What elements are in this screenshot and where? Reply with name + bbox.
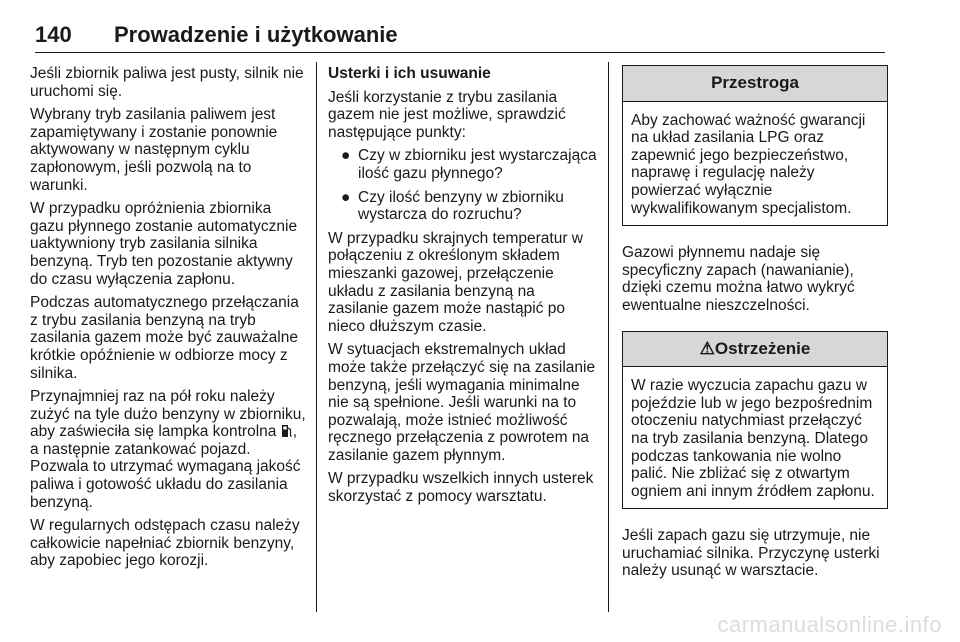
- list-item: [328, 189, 598, 224]
- paragraph: Gazowi płynnemu nadaje się specyficzny zapach (nawanianie), dzięki czemu można łatwo wykryć ewentualne nieszczelności.: [622, 244, 855, 314]
- section-heading: Usterki i ich usuwanie: [328, 65, 491, 82]
- paragraph: W przypadku skrajnych temperatur w połączeniu z określonym składem mieszanki gazowej, przełączenie układu z zasilania benzyną na zasilanie gazem może nastąpić po nieco dłuższym czasie.: [328, 229, 583, 335]
- paragraph-text: Przynajmniej raz na pół roku należy zużyć na tyle dużo benzyny w zbiorniku, aby zaświeciła się lampka kontrolna: [30, 388, 306, 441]
- warning-header: [623, 332, 887, 368]
- caution-box: [622, 65, 888, 226]
- list-item-text: Czy ilość benzyny w zbiorniku wystarcza do rozruchu?: [358, 188, 564, 224]
- column-divider: [608, 62, 609, 612]
- paragraph: W regularnych odstępach czasu należy całkowicie napełniać zbiornik benzyny, aby zapobiec jego korozji.: [30, 517, 300, 570]
- caution-text: Aby zachować ważność gwarancji na układ zasilania LPG oraz zapewnić jego bezpieczeństwo, naprawę i regulację należy powierzać wyłącznie wykwalifikowanym specjalistom.: [631, 111, 866, 217]
- column-middle: [328, 65, 598, 512]
- watermark: carmanualsonline.info: [717, 612, 942, 637]
- warning-text: W razie wyczucia zapachu gazu w pojeździe lub w jego bezpośrednim otoczeniu natychmiast przełączyć na tryb zasilania benzyną. Dlatego podczas tankowania nie wolno palić. Nie zbliżać się z otwartym ogniem ani innym źródłem zapłonu.: [631, 377, 875, 500]
- column-right: [622, 65, 888, 586]
- paragraph: Jeśli korzystanie z trybu zasilania gazem nie jest możliwe, sprawdzić następujące punkty:: [328, 88, 566, 141]
- paragraph: [30, 388, 308, 511]
- column-left: [30, 65, 308, 576]
- page-title: Prowadzenie i użytkowanie: [114, 22, 398, 47]
- warning-title: Ostrzeżenie: [714, 338, 811, 358]
- paragraph-text: , a następnie zatankować pojazd. Pozwala to utrzymać wymaganą jakość paliwa i gotowość układu do zasilania benzyną.: [30, 423, 301, 511]
- paragraph: W przypadku opróżnienia zbiornika gazu płynnego zostanie automatycznie uaktywniony tryb zasilania silnika benzyną. Tryb ten pozostanie aktywny do czasu wyłączenia zapłonu.: [30, 200, 298, 288]
- list-item-text: Czy w zbiorniku jest wystarczająca ilość gazu płynnego?: [358, 147, 597, 182]
- caution-title: Przestroga: [623, 66, 887, 102]
- paragraph: Wybrany tryb zasilania paliwem jest zapamiętywany i zostanie ponownie aktywowany w następnym cyklu zapłonowym, jeśli pozwolą na to warunki.: [30, 106, 278, 194]
- checklist: [328, 147, 598, 223]
- column-divider: [316, 62, 317, 612]
- paragraph: W sytuacjach ekstremalnych układ może także przełączyć się na zasilanie benzyną, jeśli wymagania minimalne nie są spełnione. Jeśli warunki na to pozwalają, może istnieć możliwość ręcznego przełączenia z powrotem na zasilanie gazem płynnym.: [328, 341, 596, 464]
- page-header: [35, 22, 885, 53]
- fuel-pump-icon: [281, 424, 293, 438]
- paragraph: Jeśli zapach gazu się utrzymuje, nie uruchamiać silnika. Przyczynę usterki należy usunąć w warsztacie.: [622, 527, 880, 580]
- paragraph: Jeśli zbiornik paliwa jest pusty, silnik nie uruchomi się.: [30, 65, 304, 100]
- list-item: [328, 147, 598, 182]
- bullet: ●: [341, 147, 351, 165]
- warning-box: [622, 331, 888, 510]
- paragraph: W przypadku wszelkich innych usterek skorzystać z pomocy warsztatu.: [328, 470, 594, 506]
- page-number: 140: [35, 22, 72, 47]
- bullet: ●: [341, 188, 351, 206]
- warning-triangle-icon: ⚠: [699, 338, 715, 358]
- paragraph: Podczas automatycznego przełączania z trybu zasilania benzyną na tryb zasilania gazem może być zauważalne krótkie opóźnienie w odbiorze mocy z silnika.: [30, 294, 299, 382]
